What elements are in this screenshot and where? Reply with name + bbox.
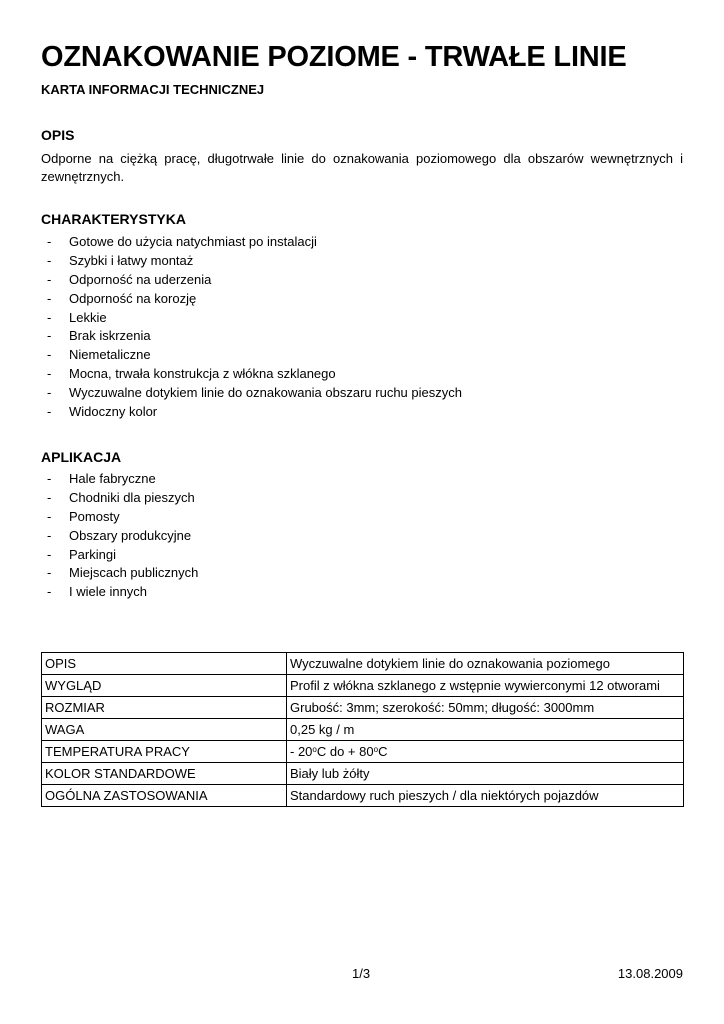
feature-item-text: Widoczny kolor: [69, 404, 158, 420]
bullet-dash: -: [47, 508, 52, 524]
bullet-dash: -: [47, 252, 52, 268]
table-row: [42, 697, 684, 719]
feature-item: [41, 327, 681, 346]
application-item: [41, 564, 681, 583]
bullet-dash: -: [47, 565, 52, 581]
applications-heading: APLIKACJA: [41, 449, 122, 465]
spec-label: WYGLĄD: [42, 675, 287, 697]
table-row: [42, 653, 684, 675]
spec-label: OGÓLNA ZASTOSOWANIA: [42, 785, 287, 807]
spec-value: 0,25 kg / m: [287, 719, 684, 741]
bullet-dash: -: [47, 234, 52, 249]
bullet-dash: -: [47, 527, 52, 543]
bullet-dash: -: [47, 328, 52, 344]
application-item: [41, 508, 681, 527]
feature-item-text: Odporność na uderzenia: [69, 271, 212, 287]
feature-item: [41, 403, 681, 422]
bullet-dash: -: [47, 584, 52, 600]
document-date: 13.08.2009: [617, 966, 683, 981]
application-item-text: Obszary produkcyjne: [69, 527, 192, 543]
degree-superscript: o: [373, 745, 379, 754]
features-heading: CHARAKTERYSTYKA: [41, 211, 186, 227]
document-subtitle: KARTA INFORMACJI TECHNICZNEJ: [41, 82, 265, 97]
feature-item-text: Mocna, trwała konstrukcja z włókna szklanego: [69, 366, 336, 382]
application-item: [41, 527, 681, 546]
spec-label: WAGA: [42, 719, 287, 741]
spec-table: [41, 652, 684, 807]
description-text: Odporne na ciężką pracę, długotrwałe linie do oznakowania poziomowego dla obszarów wewnętrznych i zewnętrznych.: [41, 151, 683, 184]
bullet-dash: -: [47, 546, 52, 562]
table-row: [42, 675, 684, 697]
application-item: [41, 546, 681, 565]
bullet-dash: -: [47, 366, 52, 382]
page-title: OZNAKOWANIE POZIOME - TRWAŁE LINIE: [41, 41, 627, 73]
feature-item-text: Wyczuwalne dotykiem linie do oznakowania obszaru ruchu pieszych: [69, 385, 462, 401]
bullet-dash: -: [47, 271, 52, 287]
application-item-text: Parkingi: [69, 546, 116, 562]
bullet-dash: -: [47, 309, 52, 325]
feature-item: [41, 252, 681, 271]
feature-item: [41, 365, 681, 384]
bullet-dash: -: [47, 489, 52, 505]
spec-value-part: C: [378, 744, 388, 759]
bullet-dash: -: [47, 471, 52, 486]
application-item: [41, 470, 681, 489]
features-list: [41, 233, 681, 422]
feature-item-text: Brak iskrzenia: [69, 328, 151, 344]
spec-value: [287, 741, 684, 763]
feature-item: [41, 309, 681, 328]
spec-label: ROZMIAR: [42, 697, 287, 719]
application-item-text: Hale fabryczne: [69, 471, 156, 486]
feature-item-text: Niemetaliczne: [69, 347, 151, 363]
spec-label: KOLOR STANDARDOWE: [42, 763, 287, 785]
spec-value: Standardowy ruch pieszych / dla niektórych pojazdów: [287, 785, 684, 807]
spec-value: Profil z włókna szklanego z wstępnie wywierconymi 12 otworami: [287, 675, 684, 697]
bullet-dash: -: [47, 347, 52, 363]
spec-label: OPIS: [42, 653, 287, 675]
spec-value: Grubość: 3mm; szerokość: 50mm; długość: 3000mm: [287, 697, 684, 719]
spec-value: Wyczuwalne dotykiem linie do oznakowania poziomego: [287, 653, 684, 675]
application-item-text: Chodniki dla pieszych: [69, 489, 195, 505]
feature-item-text: Szybki i łatwy montaż: [69, 252, 194, 268]
feature-item-text: Gotowe do użycia natychmiast po instalacji: [69, 234, 317, 249]
spec-value: Biały lub żółty: [287, 763, 684, 785]
spec-value-part: C do + 80: [316, 744, 374, 759]
feature-item: [41, 290, 681, 309]
feature-item-text: Lekkie: [69, 309, 107, 325]
feature-item: [41, 346, 681, 365]
applications-list: [41, 470, 681, 602]
application-item-text: Pomosty: [69, 508, 120, 524]
table-row: [42, 719, 684, 741]
feature-item-text: Odporność na korozję: [69, 290, 197, 306]
table-row: [42, 785, 684, 807]
application-item: [41, 583, 681, 602]
bullet-dash: -: [47, 385, 52, 401]
degree-superscript: o: [312, 745, 317, 754]
spec-value-part: - 20: [290, 744, 313, 759]
feature-item: [41, 233, 681, 252]
bullet-dash: -: [47, 290, 52, 306]
application-item-text: Miejscach publicznych: [69, 565, 199, 581]
table-row: [42, 741, 684, 763]
feature-item: [41, 384, 681, 403]
spec-label: TEMPERATURA PRACY: [42, 741, 287, 763]
bullet-dash: -: [47, 404, 52, 420]
table-row: [42, 763, 684, 785]
application-item: [41, 489, 681, 508]
description-heading: OPIS: [41, 127, 75, 143]
application-item-text: I wiele innych: [69, 584, 148, 600]
feature-item: [41, 271, 681, 290]
page-number: 1/3: [352, 966, 371, 981]
